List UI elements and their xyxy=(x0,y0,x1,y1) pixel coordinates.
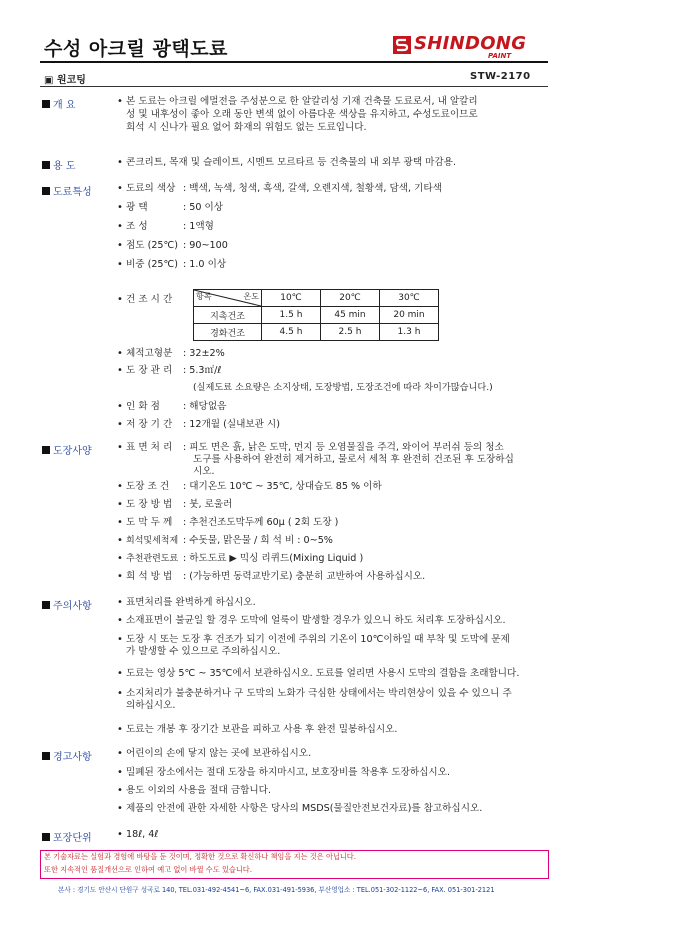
bullet-icon: • xyxy=(117,748,123,759)
bullet-icon: • xyxy=(117,553,123,564)
temp-header: 20℃ xyxy=(321,290,380,307)
row-label: 지촉건조 xyxy=(194,307,262,324)
application-value: : 하도도료 ▶ 믹싱 리퀴드(Mixing Liquid ) xyxy=(183,553,364,564)
bullet-icon: • xyxy=(117,401,123,412)
property-value: : 50 이상 xyxy=(183,202,224,213)
square-icon xyxy=(42,446,50,454)
coating-type: ▣ 원코팅 xyxy=(44,75,86,86)
usage-text: 콘크리트, 목재 및 슬레이트, 시멘트 모르타르 등 건축물의 내 외부 광택 마감용. xyxy=(126,157,456,168)
table-cell: 4.5 h xyxy=(262,324,321,341)
bullet-icon: • xyxy=(117,634,123,645)
bullet-icon: • xyxy=(117,221,123,232)
shindong-logo-icon xyxy=(392,35,412,55)
table-row xyxy=(194,324,439,341)
square-icon xyxy=(42,833,50,841)
drying-time-table xyxy=(193,289,439,341)
section-overview: 개 요 xyxy=(42,96,76,111)
table-cell: 1.5 h xyxy=(262,307,321,324)
bullet-icon: • xyxy=(117,597,123,608)
property-label: 도료의 색상 xyxy=(126,183,176,194)
row-label: 경화건조 xyxy=(194,324,262,341)
caution-item: 소지처리가 불충분하거나 구 도막의 노화가 극심한 상태에서는 박리현상이 있을 수 있으니 주 xyxy=(126,688,512,699)
temp-header: 10℃ xyxy=(262,290,321,307)
brand-logo xyxy=(392,33,542,59)
overview-line: 희석 시 신나가 필요 없어 화재의 위험도 없는 도료입니다. xyxy=(126,122,367,133)
bullet-icon: • xyxy=(117,615,123,626)
caution-item: 도료는 영상 5℃ ~ 35℃에서 보관하십시오. 도료를 얼리면 사용시 도막의 결함을 초래합니다. xyxy=(126,668,520,679)
section-application: 도장사양 xyxy=(42,442,92,457)
surface-line: 도구를 사용하여 완전히 제거하고, 물로서 세척 후 완전히 건조된 후 도장하십 xyxy=(193,454,514,465)
warning-item: 제품의 안전에 관한 자세한 사항은 당사의 MSDS(물질안전보건자료)를 참고하십시오. xyxy=(126,803,483,814)
application-label: 희석및세척제 xyxy=(126,536,179,546)
bullet-icon: • xyxy=(117,481,123,492)
application-value: : 대기온도 10℃ ~ 35℃, 상대습도 85 % 이하 xyxy=(183,481,382,492)
warning-item: 용도 이외의 사용을 절대 금합니다. xyxy=(126,785,271,796)
drying-label: 건 조 시 간 xyxy=(126,294,173,305)
property-label: 조 성 xyxy=(126,221,148,232)
storage-value: : 12개월 (실내보관 시) xyxy=(183,419,280,430)
overview-line: 성 및 내후성이 좋아 오래 동안 변색 없이 아름다운 색상을 유지하고, 수성도료이므로 xyxy=(126,109,478,120)
bullet-icon: • xyxy=(117,183,123,194)
bullet-icon: • xyxy=(117,499,123,510)
property-value: : 90~100 xyxy=(183,240,228,251)
solids-label: 체적고형분 xyxy=(126,348,173,359)
section-warning: 경고사항 xyxy=(42,748,92,763)
square-icon xyxy=(42,601,50,609)
surface-line: 시오. xyxy=(193,466,215,477)
bullet-icon: • xyxy=(117,724,123,735)
bullet-icon: • xyxy=(117,803,123,814)
company-footer: 본사 : 경기도 안산시 단원구 성곡로 140, TEL.031-492-4541~6, FAX.031-491-5936, 부산영업소 : TEL.051-302-1122~6, FAX. 051-301-2121 xyxy=(58,886,495,894)
bullet-icon: • xyxy=(117,96,123,107)
caution-item: 도장 시 또는 도장 후 건조가 되기 이전에 주위의 기온이 10℃이하일 때 부착 및 도막에 문제 xyxy=(126,634,510,645)
bullet-icon: • xyxy=(117,767,123,778)
bullet-icon: • xyxy=(117,442,123,453)
caution-item: 도료는 개봉 후 장기간 보관을 피하고 사용 후 완전 밀봉하십시오. xyxy=(126,724,398,735)
table-row xyxy=(194,307,439,324)
application-value: : 수돗물, 맑은물 / 희 석 비 : 0~5% xyxy=(183,535,333,546)
sub-divider xyxy=(40,86,548,87)
bullet-icon: • xyxy=(117,365,123,376)
table-cell: 20 min xyxy=(380,307,439,324)
bullet-icon: • xyxy=(117,535,123,546)
square-icon xyxy=(42,100,50,108)
temp-header: 30℃ xyxy=(380,290,439,307)
product-code: STW-2170 xyxy=(470,71,531,82)
brand-sub: PAINT xyxy=(488,52,512,60)
section-usage: 용 도 xyxy=(42,157,76,172)
caution-item-cont: 의하십시오. xyxy=(126,700,176,711)
storage-label: 저 장 기 간 xyxy=(126,419,173,430)
property-label: 광 택 xyxy=(126,202,148,213)
brand-name: SHINDONG xyxy=(414,33,527,54)
section-properties: 도료특성 xyxy=(42,183,92,198)
caution-item-cont: 가 발생할 수 있으므로 주의하십시오. xyxy=(126,646,281,657)
bullet-icon: • xyxy=(117,571,123,582)
disclaimer-line: 또한 지속적인 품질개선으로 인하여 예고 없이 바뀔 수도 있습니다. xyxy=(44,865,253,874)
overview-line: 본 도료는 아크릴 에멀전을 주성분으로 한 알칼리성 기재 건축물 도료로서, 내 알칼리 xyxy=(126,96,478,107)
application-label: 추천관련도료 xyxy=(126,554,179,564)
coverage-note: (실제도료 소요량은 소지상태, 도장방법, 도장조건에 따라 차이가많습니다.) xyxy=(193,382,493,393)
bullet-icon: • xyxy=(117,785,123,796)
flash-point-label: 인 화 점 xyxy=(126,401,160,412)
bullet-icon: • xyxy=(117,240,123,251)
bullet-icon: • xyxy=(117,829,123,840)
table-corner-cell xyxy=(194,290,262,307)
corner-left-label: 항목 xyxy=(196,292,212,301)
coverage-label: 도 장 관 리 xyxy=(126,365,173,376)
warning-item: 어린이의 손에 닿지 않는 곳에 보관하십시오. xyxy=(126,748,312,759)
caution-item: 소재표면이 불균일 할 경우 도막에 얼룩이 발생할 경우가 있으니 하도 처리후 도장하십시오. xyxy=(126,615,506,626)
property-value: : 1액형 xyxy=(183,221,214,232)
packaging-value: 18ℓ, 4ℓ xyxy=(126,829,159,840)
section-packaging: 포장단위 xyxy=(42,829,92,844)
application-label: 도 장 방 법 xyxy=(126,499,173,510)
surface-label: 표 면 처 리 xyxy=(126,442,173,453)
bullet-icon: • xyxy=(117,294,123,305)
square-icon xyxy=(42,752,50,760)
warning-item: 밀폐된 장소에서는 절대 도장을 하지마시고, 보호장비를 착용후 도장하십시오. xyxy=(126,767,451,778)
coverage-value: : 5.3㎡/ℓ xyxy=(183,365,222,376)
table-cell: 45 min xyxy=(321,307,380,324)
application-label: 희 석 방 법 xyxy=(126,571,173,582)
corner-right-label: 온도 xyxy=(243,292,259,301)
table-cell: 1.3 h xyxy=(380,324,439,341)
application-value: : 붓, 로울러 xyxy=(183,499,233,510)
bullet-icon: • xyxy=(117,348,123,359)
property-value: : 1.0 이상 xyxy=(183,259,227,270)
application-value: : 추천건조도막두께 60μ ( 2회 도장 ) xyxy=(183,517,339,528)
application-label: 도장 조 건 xyxy=(126,481,170,492)
table-cell: 2.5 h xyxy=(321,324,380,341)
solids-value: : 32±2% xyxy=(183,348,225,359)
bullet-icon: • xyxy=(117,419,123,430)
bullet-icon: • xyxy=(117,202,123,213)
disclaimer-line: 본 기술자료는 실험과 경험에 바탕을 둔 것이며, 정확한 것으로 확신하나 책임을 지는 것은 아닙니다. xyxy=(44,852,356,861)
bullet-icon: • xyxy=(117,517,123,528)
bullet-icon: • xyxy=(117,668,123,679)
application-label: 도 막 두 께 xyxy=(126,517,173,528)
property-value: : 백색, 녹색, 청색, 흑색, 갈색, 오렌지색, 철황색, 담색, 기타색 xyxy=(183,183,442,194)
bullet-icon: • xyxy=(117,688,123,699)
bullet-icon: • xyxy=(117,157,123,168)
surface-line: : 피도 면은 흙, 낡은 도막, 먼지 등 오염물질을 주걱, 와이어 부러쉬 등의 청소 xyxy=(183,442,504,453)
property-label: 비중 (25℃) xyxy=(126,259,179,270)
section-caution: 주의사항 xyxy=(42,597,92,612)
bullet-icon: • xyxy=(117,259,123,270)
application-value: : (가능하면 동력교반기로) 충분히 교반하여 사용하십시오. xyxy=(183,571,426,582)
header-divider xyxy=(40,61,548,63)
document-title: 수성 아크릴 광택도료 xyxy=(44,38,228,60)
caution-item: 표면처리를 완벽하게 하십시오. xyxy=(126,597,256,608)
flash-point-value: : 해당없음 xyxy=(183,401,227,412)
property-label: 점도 (25℃) xyxy=(126,240,179,251)
square-icon xyxy=(42,187,50,195)
square-icon xyxy=(42,161,50,169)
